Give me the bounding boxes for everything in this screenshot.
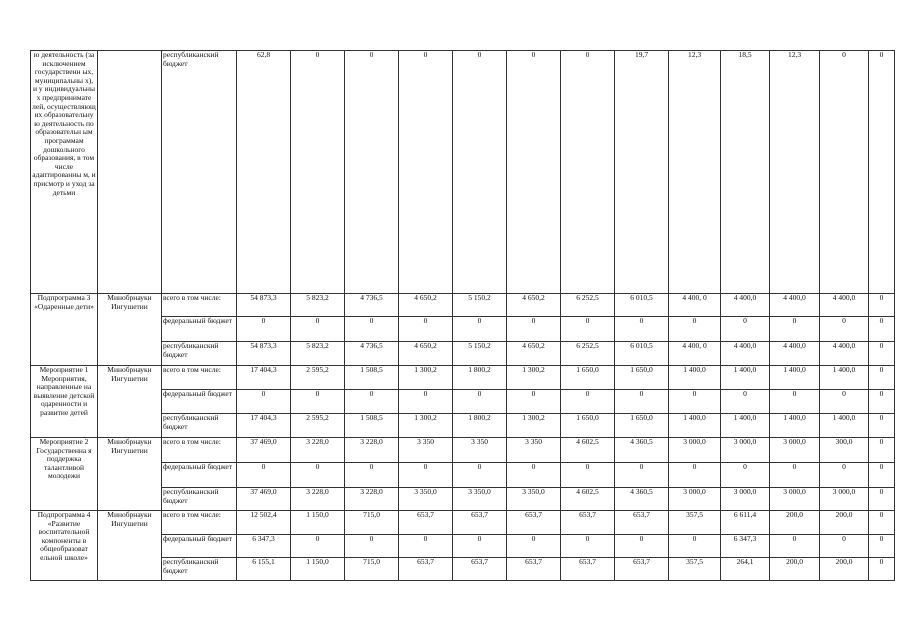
value-cell: 1 400,0	[721, 366, 770, 390]
value-cell: 5 823,2	[291, 294, 345, 317]
value-cell: 0	[869, 438, 895, 463]
value-cell: 0	[770, 463, 820, 488]
value-cell: 0	[615, 535, 669, 558]
funding-source-cell: всего в том числе:	[162, 294, 237, 317]
value-cell: 12,3	[770, 51, 820, 294]
value-cell: 0	[345, 51, 399, 294]
value-cell: 0	[869, 463, 895, 488]
value-cell: 1 800,2	[453, 414, 507, 438]
value-cell: 4 400,0	[770, 342, 820, 366]
value-cell: 37 469,0	[237, 438, 291, 463]
value-cell: 0	[869, 366, 895, 390]
value-cell: 0	[721, 390, 770, 414]
funding-source-cell: всего в том числе:	[162, 438, 237, 463]
value-cell: 653,7	[561, 558, 615, 581]
funding-source-cell: республиканский бюджет	[162, 342, 237, 366]
value-cell: 4 360,5	[615, 488, 669, 511]
value-cell: 19,7	[615, 51, 669, 294]
value-cell: 0	[770, 317, 820, 342]
value-cell: 0	[615, 463, 669, 488]
value-cell: 200,0	[820, 558, 869, 581]
value-cell: 5 823,2	[291, 342, 345, 366]
value-cell: 0	[453, 390, 507, 414]
value-cell: 0	[721, 317, 770, 342]
value-cell: 0	[507, 535, 561, 558]
funding-source-cell: республиканский бюджет	[162, 51, 237, 294]
value-cell: 0	[820, 317, 869, 342]
value-cell: 0	[237, 390, 291, 414]
value-cell: 1 400,0	[770, 414, 820, 438]
value-cell: 12,3	[669, 51, 721, 294]
value-cell: 3 350	[453, 438, 507, 463]
table-row	[31, 294, 895, 317]
funding-source-cell: республиканский бюджет	[162, 558, 237, 581]
value-cell: 0	[820, 390, 869, 414]
value-cell: 3 228,0	[345, 438, 399, 463]
value-cell: 0	[507, 51, 561, 294]
value-cell: 0	[869, 535, 895, 558]
value-cell: 4 602,5	[561, 488, 615, 511]
value-cell: 0	[237, 463, 291, 488]
value-cell: 1 300,2	[507, 366, 561, 390]
value-cell: 0	[345, 463, 399, 488]
value-cell: 0	[453, 535, 507, 558]
value-cell: 0	[669, 317, 721, 342]
value-cell: 0	[561, 390, 615, 414]
value-cell: 0	[345, 535, 399, 558]
funding-source-cell: федеральный бюджет	[162, 317, 237, 342]
value-cell: 0	[507, 390, 561, 414]
value-cell: 62,8	[237, 51, 291, 294]
value-cell: 0	[669, 463, 721, 488]
value-cell: 6 155,1	[237, 558, 291, 581]
value-cell: 1 650,0	[615, 414, 669, 438]
table-row	[31, 511, 895, 535]
value-cell: 0	[291, 317, 345, 342]
value-cell: 0	[399, 51, 453, 294]
value-cell: 4 650,2	[507, 294, 561, 317]
value-cell: 4 400,0	[721, 294, 770, 317]
executor-cell: Минобрнауки Ингушетии	[98, 366, 162, 438]
value-cell: 3 228,0	[291, 488, 345, 511]
value-cell: 653,7	[507, 558, 561, 581]
value-cell: 3 000,0	[820, 488, 869, 511]
value-cell: 3 000,0	[669, 488, 721, 511]
value-cell: 300,0	[820, 438, 869, 463]
table-row	[31, 438, 895, 463]
value-cell: 653,7	[615, 558, 669, 581]
funding-source-cell: республиканский бюджет	[162, 414, 237, 438]
value-cell: 4 400,0	[820, 294, 869, 317]
value-cell: 4 650,2	[399, 342, 453, 366]
value-cell: 0	[669, 535, 721, 558]
value-cell: 6 252,5	[561, 294, 615, 317]
value-cell: 653,7	[453, 558, 507, 581]
value-cell: 0	[869, 317, 895, 342]
value-cell: 6 010,5	[615, 342, 669, 366]
executor-cell: Минобрнауки Ингушетии	[98, 511, 162, 581]
value-cell: 0	[770, 390, 820, 414]
value-cell: 200,0	[770, 511, 820, 535]
value-cell: 1 650,0	[561, 366, 615, 390]
value-cell: 0	[869, 390, 895, 414]
value-cell: 0	[561, 535, 615, 558]
value-cell: 1 400,0	[669, 366, 721, 390]
value-cell: 0	[721, 463, 770, 488]
value-cell: 0	[669, 390, 721, 414]
value-cell: 0	[291, 51, 345, 294]
value-cell: 17 404,3	[237, 366, 291, 390]
value-cell: 3 000,0	[669, 438, 721, 463]
value-cell: 4 360,5	[615, 438, 669, 463]
funding-source-cell: федеральный бюджет	[162, 535, 237, 558]
value-cell: 3 350	[399, 438, 453, 463]
value-cell: 0	[869, 414, 895, 438]
value-cell: 1 300,2	[399, 414, 453, 438]
value-cell: 1 400,0	[770, 366, 820, 390]
value-cell: 357,5	[669, 511, 721, 535]
value-cell: 200,0	[770, 558, 820, 581]
value-cell: 2 595,2	[291, 366, 345, 390]
value-cell: 0	[869, 342, 895, 366]
value-cell: 0	[291, 535, 345, 558]
value-cell: 264,1	[721, 558, 770, 581]
value-cell: 54 873,3	[237, 342, 291, 366]
value-cell: 3 350,0	[399, 488, 453, 511]
value-cell: 0	[561, 51, 615, 294]
value-cell: 0	[869, 558, 895, 581]
value-cell: 0	[399, 390, 453, 414]
value-cell: 0	[869, 51, 895, 294]
measure-name-cell: Мероприятие 2 Государственна я поддержка талантливой молодежи	[31, 438, 98, 511]
value-cell: 1 300,2	[399, 366, 453, 390]
value-cell: 3 350	[507, 438, 561, 463]
value-cell: 3 350,0	[453, 488, 507, 511]
value-cell: 4 602,5	[561, 438, 615, 463]
value-cell: 1 400,0	[721, 414, 770, 438]
value-cell: 1 800,2	[453, 366, 507, 390]
value-cell: 653,7	[615, 511, 669, 535]
value-cell: 2 595,2	[291, 414, 345, 438]
executor-cell: Минобрнауки Ингушетии	[98, 294, 162, 366]
value-cell: 6 611,4	[721, 511, 770, 535]
value-cell: 653,7	[399, 558, 453, 581]
value-cell: 0	[507, 317, 561, 342]
value-cell: 3 000,0	[721, 488, 770, 511]
value-cell: 653,7	[399, 511, 453, 535]
value-cell: 4 400,0	[820, 342, 869, 366]
value-cell: 1 150,0	[291, 511, 345, 535]
value-cell: 4 736,5	[345, 342, 399, 366]
value-cell: 0	[615, 390, 669, 414]
value-cell: 4 400, 0	[669, 294, 721, 317]
value-cell: 1 400,0	[669, 414, 721, 438]
table-row	[31, 51, 895, 294]
value-cell: 0	[291, 390, 345, 414]
funding-source-cell: федеральный бюджет	[162, 390, 237, 414]
value-cell: 3 350,0	[507, 488, 561, 511]
value-cell: 0	[820, 535, 869, 558]
value-cell: 4 650,2	[507, 342, 561, 366]
value-cell: 1 508,5	[345, 366, 399, 390]
value-cell: 18,5	[721, 51, 770, 294]
value-cell: 715,0	[345, 511, 399, 535]
value-cell: 0	[820, 51, 869, 294]
value-cell: 0	[399, 317, 453, 342]
executor-cell: Минобрнауки Ингушетии	[98, 438, 162, 511]
value-cell: 0	[345, 390, 399, 414]
value-cell: 0	[820, 463, 869, 488]
value-cell: 653,7	[561, 511, 615, 535]
table-row	[31, 366, 895, 390]
value-cell: 6 010,5	[615, 294, 669, 317]
value-cell: 0	[453, 463, 507, 488]
measure-name-cell: Мероприятие 1 Мероприятия, направленные на выявление детской одаренности и развитие детей	[31, 366, 98, 438]
value-cell: 0	[561, 317, 615, 342]
executor-cell	[98, 51, 162, 294]
value-cell: 1 400,0	[820, 414, 869, 438]
value-cell: 3 000,0	[721, 438, 770, 463]
funding-source-cell: всего в том числе:	[162, 366, 237, 390]
value-cell: 4 400, 0	[669, 342, 721, 366]
value-cell: 3 000,0	[770, 438, 820, 463]
funding-source-cell: федеральный бюджет	[162, 463, 237, 488]
value-cell: 1 650,0	[615, 366, 669, 390]
value-cell: 37 469,0	[237, 488, 291, 511]
value-cell: 17 404,3	[237, 414, 291, 438]
value-cell: 3 228,0	[345, 488, 399, 511]
value-cell: 0	[399, 463, 453, 488]
value-cell: 3 228,0	[291, 438, 345, 463]
budget-table	[30, 50, 895, 581]
value-cell: 4 400,0	[721, 342, 770, 366]
measure-name-cell: ю деятельность (за исключением государственн ых, муниципальны х), и у индивидуальны х предпринимате лей, осуществляющ их образовательну ю деятельность по образовательн ым программам дошкольного образования, в том числе адаптированны м, и присмотр и уход за детьми	[31, 51, 98, 294]
value-cell: 3 000,0	[770, 488, 820, 511]
value-cell: 1 150,0	[291, 558, 345, 581]
value-cell: 1 300,2	[507, 414, 561, 438]
measure-name-cell: Подпрограмма 4 «Развитие воспитательной компоненты в общеобразоват ельной школе»	[31, 511, 98, 581]
value-cell: 6 252,5	[561, 342, 615, 366]
value-cell: 653,7	[453, 511, 507, 535]
value-cell: 0	[507, 463, 561, 488]
value-cell: 1 650,0	[561, 414, 615, 438]
value-cell: 0	[453, 317, 507, 342]
value-cell: 0	[869, 488, 895, 511]
value-cell: 5 150,2	[453, 342, 507, 366]
value-cell: 4 736,5	[345, 294, 399, 317]
value-cell: 0	[345, 317, 399, 342]
value-cell: 0	[770, 535, 820, 558]
value-cell: 0	[869, 511, 895, 535]
funding-source-cell: всего в том числе:	[162, 511, 237, 535]
funding-source-cell: республиканский бюджет	[162, 488, 237, 511]
value-cell: 0	[237, 317, 291, 342]
value-cell: 0	[869, 294, 895, 317]
value-cell: 0	[453, 51, 507, 294]
value-cell: 4 650,2	[399, 294, 453, 317]
value-cell: 200,0	[820, 511, 869, 535]
value-cell: 12 502,4	[237, 511, 291, 535]
value-cell: 6 347,3	[721, 535, 770, 558]
value-cell: 0	[561, 463, 615, 488]
value-cell: 5 150,2	[453, 294, 507, 317]
value-cell: 715,0	[345, 558, 399, 581]
value-cell: 54 873,3	[237, 294, 291, 317]
value-cell: 0	[399, 535, 453, 558]
value-cell: 0	[615, 317, 669, 342]
value-cell: 1 400,0	[820, 366, 869, 390]
value-cell: 653,7	[507, 511, 561, 535]
measure-name-cell: Подпрограмма 3 «Одаренные дети»	[31, 294, 98, 366]
value-cell: 6 347,3	[237, 535, 291, 558]
value-cell: 0	[291, 463, 345, 488]
value-cell: 4 400,0	[770, 294, 820, 317]
value-cell: 357,5	[669, 558, 721, 581]
value-cell: 1 508,5	[345, 414, 399, 438]
